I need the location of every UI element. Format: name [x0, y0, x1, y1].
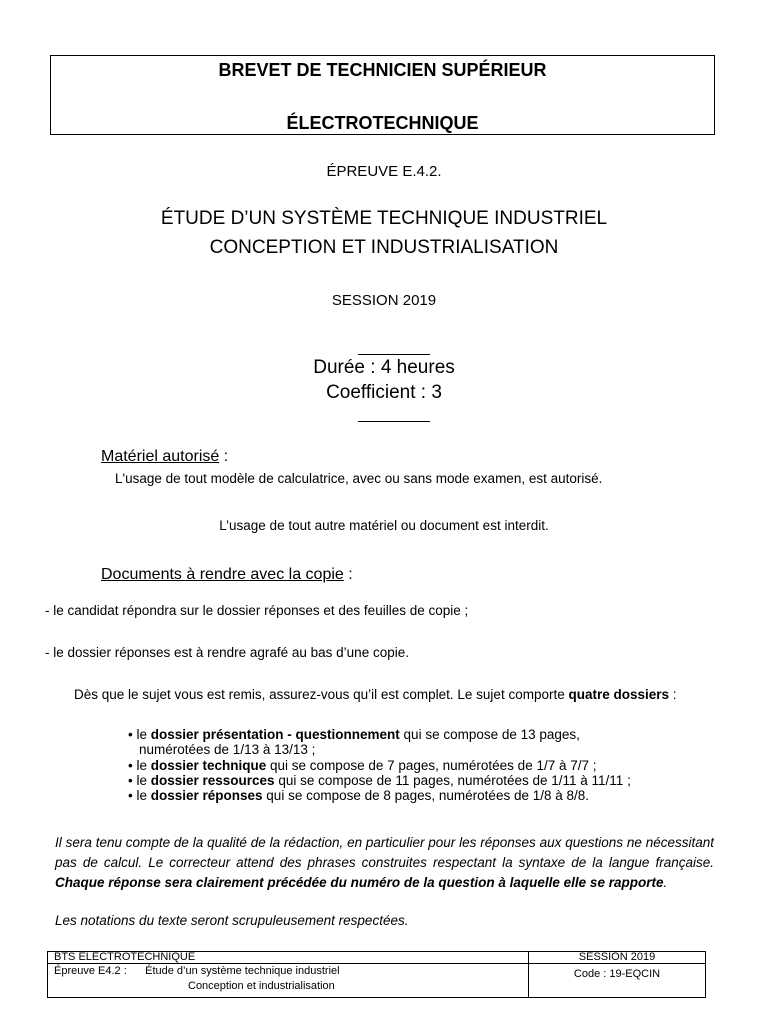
usage-interdit: L’usage de tout autre matériel ou document est interdit.: [219, 518, 549, 533]
footer-bts: BTS ELECTROTECHNIQUE: [48, 952, 529, 964]
dossier-desc: qui se compose de 8 pages, numérotées de 1/8 à 8/8.: [262, 788, 590, 804]
footer-title2: Conception et industrialisation: [188, 980, 335, 992]
notes-line2: Les notations du texte seront scrupuleusement respectées.: [55, 913, 409, 928]
footer-code: Code : 19-EQCIN: [573, 968, 661, 980]
usage-calculatrice: L'usage de tout modèle de calculatrice, avec ou sans mode examen, est autorisé.: [115, 471, 603, 486]
coefficient-label: Coefficient : 3: [326, 382, 442, 403]
epreuve-label: ÉPREUVE E.4.2.: [326, 163, 442, 180]
footer-code-cell: [529, 964, 706, 998]
list-item: [128, 773, 631, 788]
list-item: [128, 758, 631, 773]
divider-bottom: [358, 421, 430, 422]
notes-end: .: [663, 875, 668, 890]
dossier-name: dossier ressources: [150, 772, 275, 788]
dossiers-list: [128, 727, 631, 803]
dossier-desc: qui se compose de 11 pages, numérotées de 1/11 à 11/11 ;: [274, 772, 631, 788]
documents-heading-text: Documents à rendre avec la copie: [101, 566, 344, 583]
notes-paragraph: [55, 833, 714, 893]
dossier-desc: qui se compose de 7 pages, numérotées de 1/7 à 7/7 ;: [266, 757, 597, 773]
list-item-continuation: numérotées de 1/13 à 13/13 ;: [139, 742, 316, 758]
intro-paragraph: [55, 686, 714, 703]
footer-epreuve-cell: [48, 964, 529, 998]
list-item: [128, 788, 631, 803]
etude-title-line1: ÉTUDE D’UN SYSTÈME TECHNIQUE INDUSTRIEL: [160, 208, 608, 229]
documents-heading: [101, 566, 353, 584]
footer-row-1: [48, 952, 706, 964]
title-box: [50, 55, 715, 135]
materiel-heading-text: Matériel autorisé: [101, 448, 220, 465]
notes-bold: Chaque réponse sera clairement précédée du numéro de la question à laquelle elle se rapporte: [55, 875, 664, 890]
dossier-name: dossier réponses: [150, 788, 263, 804]
footer-title1: Étude d’un système technique industriel: [145, 965, 340, 977]
list-item: [128, 727, 631, 742]
bullet-prefix: • le: [128, 727, 151, 742]
dossier-name: dossier technique: [150, 757, 267, 773]
header-title: BREVET DE TECHNICIEN SUPÉRIEUR: [218, 60, 547, 80]
divider-top: [358, 354, 430, 355]
bullet-prefix: • le: [128, 772, 151, 788]
footer-table: [47, 951, 706, 998]
bullet-prefix: • le: [128, 788, 151, 804]
footer-row-2: [48, 964, 706, 998]
intro-bold: quatre dossiers: [568, 687, 670, 702]
documents-item-2: - le dossier réponses est à rendre agrafé au bas d’une copie.: [45, 645, 409, 660]
materiel-heading: [101, 448, 228, 466]
etude-title-line2: CONCEPTION ET INDUSTRIALISATION: [209, 237, 559, 258]
duree-label: Durée : 4 heures: [313, 357, 455, 378]
dossier-desc: qui se compose de 13 pages,: [399, 727, 580, 742]
notes-text: Il sera tenu compte de la qualité de la rédaction, en particulier pour les réponses aux questions ne nécessitant pas de calcul. Le correcteur attend des phrases construites respectant la syntaxe de la langue française.: [55, 835, 714, 870]
dossier-name: dossier présentation - questionnement: [150, 727, 400, 742]
footer-session: SESSION 2019: [529, 952, 706, 964]
documents-item-1: - le candidat répondra sur le dossier réponses et des feuilles de copie ;: [45, 603, 469, 618]
footer-epreuve: Épreuve E4.2 :: [54, 965, 127, 977]
session-label: SESSION 2019: [331, 292, 437, 309]
intro-text: Dès que le sujet vous est remis, assurez-vous qu’il est complet. Le sujet comporte: [74, 687, 569, 702]
materiel-heading-suffix: :: [219, 448, 229, 465]
bullet-prefix: • le: [128, 757, 151, 773]
header-subtitle: ÉLECTROTECHNIQUE: [286, 113, 479, 133]
intro-suffix: :: [669, 687, 677, 702]
documents-heading-suffix: :: [343, 566, 353, 583]
